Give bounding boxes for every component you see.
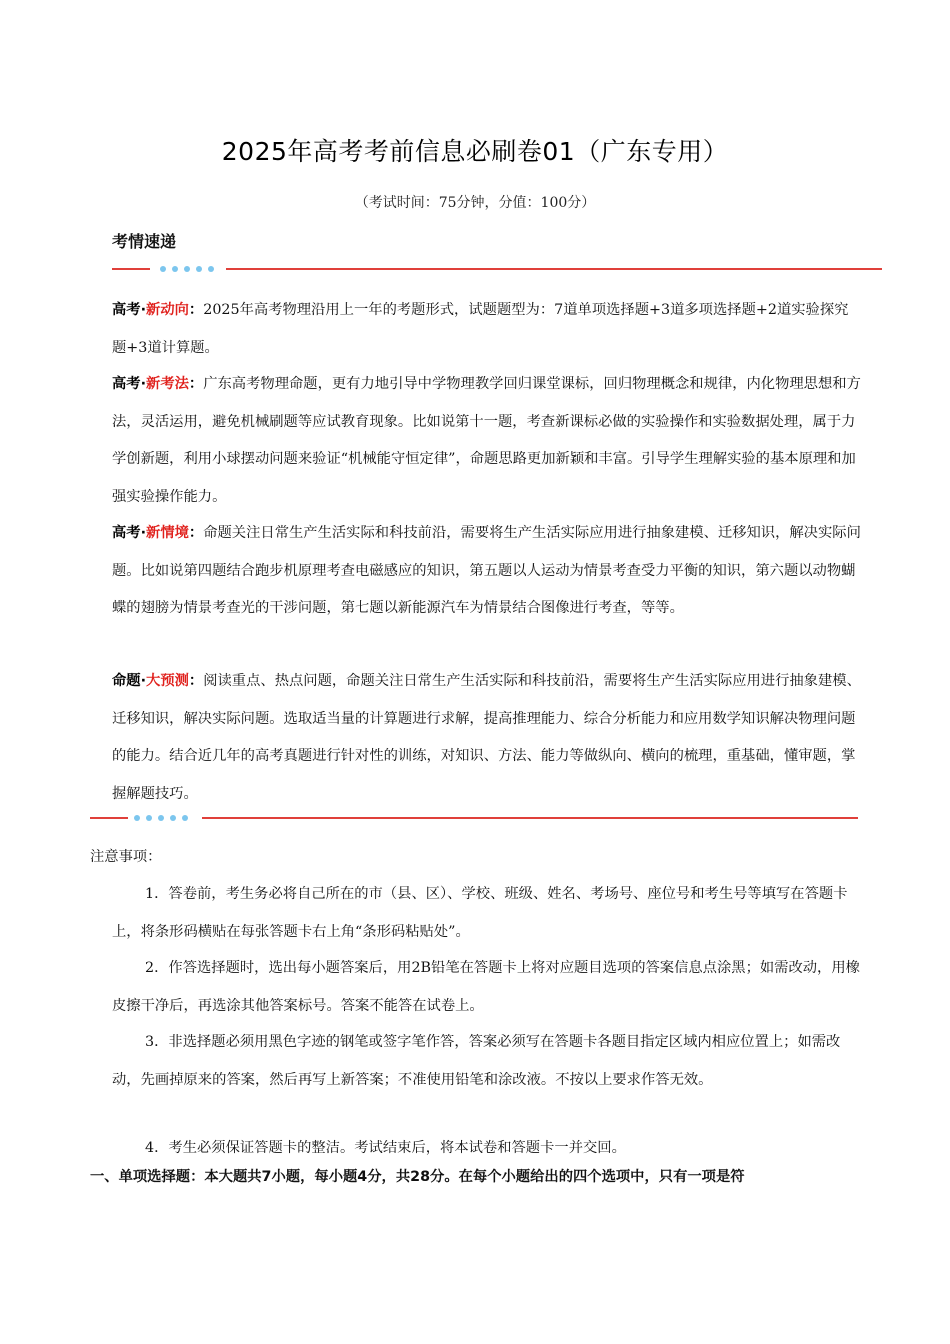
note-item: 4．考生必须保证答题卡的整洁。考试结束后，将本试卷和答题卡一并交回。 [145,1140,626,1156]
note-item: 2．作答选择题时，选出每小题答案后，用2B铅笔在答题卡上将对应题目选项的答案信息点涂黑；如需改动，用橡皮擦干净后，再选涂其他答案标号。答案不能答在试卷上。 [112,960,860,1014]
note-item: 3．非选择题必须用黑色字迹的钢笔或签字笔作答，答案必须写在答题卡各题目指定区域内相应位置上；如需改动，先画掉原来的答案，然后再写上新答案；不准使用铅笔和涂改液。不按以上要求作答无效。 [112,1034,841,1088]
intro-item-new-method: 高考·新考法：广东高考物理命题，更有力地引导中学物理教学回归课堂课标，回归物理概念和规律，内化物理思想和方法，灵活运用，避免机械刷题等应试教育现象。比如说第十一题，考查新课标必做的实验操作和实验数据处理，属于力学创新题，利用小球摆动问题来验证“机械能守恒定律”，命题思路更加新颖和丰富。引导学生理解实验的基本原理和加强实验操作能力。 [112,376,861,505]
section-divider-bottom [90,811,858,825]
section-title: 考情速递 [112,232,177,251]
page-title: 2025年高考考前信息必刷卷01（广东专用） [221,137,729,166]
note-item: 1．答卷前，考生务必将自己所在的市（县、区）、学校、班级、姓名、考场号、座位号和考生号等填写在答题卡上，将条形码横贴在每张答题卡右上角“条形码粘贴处”。 [112,886,848,940]
intro-text: 命题关注日常生产生活实际和科技前沿，需要将生产生活实际应用进行抽象建模、迁移知识，解决实际问题。比如说第四题结合跑步机原理考查电磁感应的知识，第五题以人运动为情景考查受力平衡的知识，第六题以动物蝴蝶的翅膀为情景考查光的干涉问题，第七题以新能源汽车为情景结合图像进行考查，等等。 [112,525,861,616]
intro-item-new-trend: 高考·新动向：2025年高考物理沿用上一年的考题形式，试题题型为：7道单项选择题+3道多项选择题+2道实验探究题+3道计算题。 [112,302,849,356]
intro-text: 广东高考物理命题，更有力地引导中学物理教学回归课堂课标，回归物理概念和规律，内化物理思想和方法，灵活运用，避免机械刷题等应试教育现象。比如说第十一题，考查新课标必做的实验操作和实验数据处理，属于力学创新题，利用小球摆动问题来验证“机械能守恒定律”，命题思路更加新颖和丰富。引导学生理解实验的基本原理和加强实验操作能力。 [112,376,861,505]
section-divider-top [112,262,882,276]
intro-text: 2025年高考物理沿用上一年的考题形式，试题题型为：7道单项选择题+3道多项选择题+2道实验探究题+3道计算题。 [112,302,849,356]
intro-item-new-context: 高考·新情境：命题关注日常生产生活实际和科技前沿，需要将生产生活实际应用进行抽象建模、迁移知识，解决实际问题。比如说第四题结合跑步机原理考查电磁感应的知识，第五题以人运动为情景考查受力平衡的知识，第六题以动物蝴蝶的翅膀为情景考查光的干涉问题，第七题以新能源汽车为情景结合图像进行考查，等等。 [112,525,861,616]
intro-item-prediction: 命题·大预测：阅读重点、热点问题，命题关注日常生产生活实际和科技前沿，需要将生产生活实际应用进行抽象建模、迁移知识，解决实际问题。选取适当量的计算题进行求解，提高推理能力、综合分析能力和应用数学知识解决物理问题的能力。结合近几年的高考真题进行针对性的训练，对知识、方法、能力等做纵向、横向的梳理，重基础，懂审题，掌握解题技巧。 [112,673,861,802]
exam-info: （考试时间：75分钟，分值：100分） [354,195,596,211]
notes-title: 注意事项： [90,849,162,865]
part-one-heading: 一、单项选择题：本大题共7小题，每小题4分，共28分。在每个小题给出的四个选项中，只有一项是符 [90,1169,745,1185]
intro-text: 阅读重点、热点问题，命题关注日常生产生活实际和科技前沿，需要将生产生活实际应用进行抽象建模、迁移知识，解决实际问题。选取适当量的计算题进行求解，提高推理能力、综合分析能力和应用数学知识解决物理问题的能力。结合近几年的高考真题进行针对性的训练，对知识、方法、能力等做纵向、横向的梳理，重基础，懂审题，掌握解题技巧。 [112,673,861,802]
